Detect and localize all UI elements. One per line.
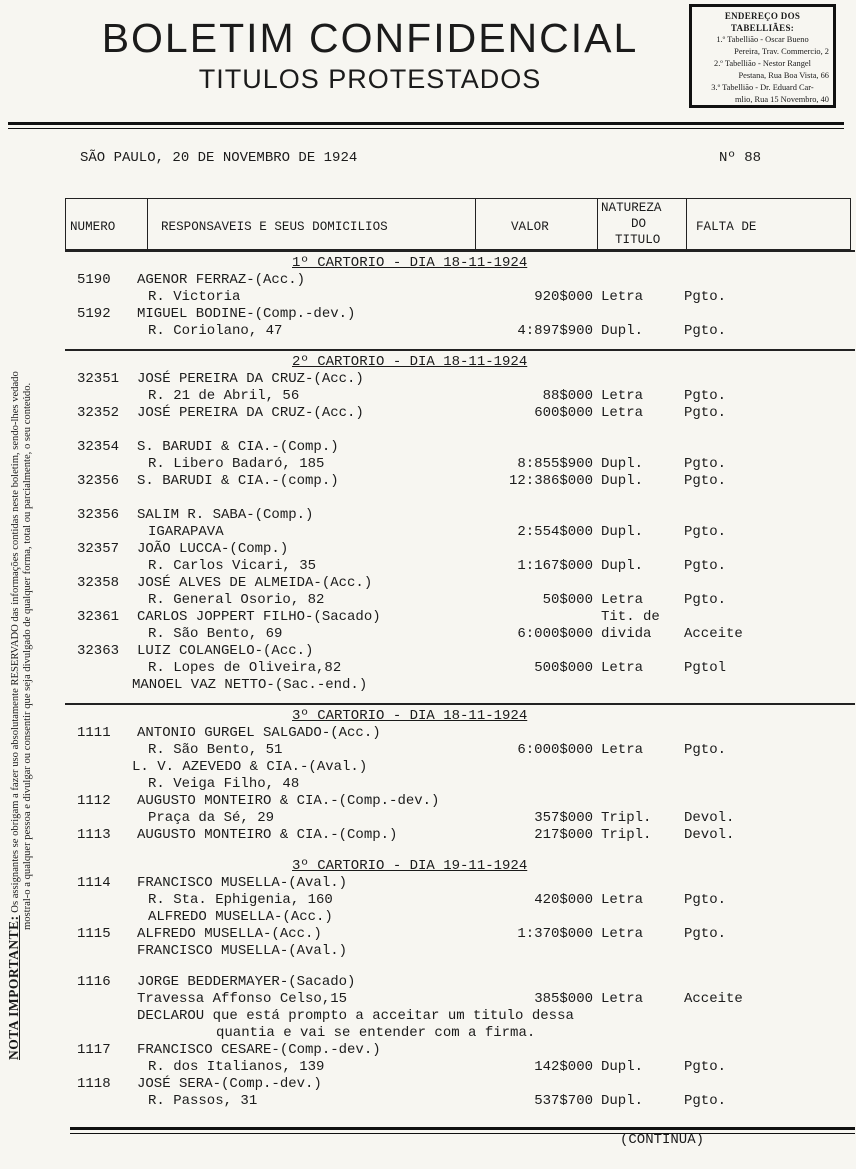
entry-address: R. Lopes de Oliveira,82	[148, 660, 342, 676]
entry-title-type: Dupl.	[601, 1093, 644, 1109]
section-separator	[65, 250, 855, 252]
entry-reason: Pgto.	[684, 323, 727, 339]
entry-responsible: DECLAROU que está prompto a acceitar um titulo dessa	[137, 1008, 574, 1024]
side-note-text: Os assignantes se obrigam a fazer uso absolutamente RESERVADO das informações contidas neste boletim, sendo-lhes vedado	[10, 371, 21, 913]
entry-reason: Acceite	[684, 626, 743, 642]
entry-value: 500$000	[534, 660, 593, 676]
entry-responsible: AUGUSTO MONTEIRO & CIA.-(Comp.-dev.)	[137, 793, 440, 809]
entry-value: 600$000	[534, 405, 593, 421]
column-header-falta: FALTA DE	[696, 220, 757, 234]
column-header-numero: NUMERO	[70, 220, 116, 234]
footer-rule	[70, 1127, 855, 1130]
entry-value: 537$700	[534, 1093, 593, 1109]
entry-title-type: Dupl.	[601, 558, 644, 574]
entry-responsible: JORGE BEDDERMAYER-(Sacado)	[137, 974, 356, 990]
entry-title-type: divida	[601, 626, 652, 642]
entry-address: R. Victoria	[148, 289, 241, 305]
cartorio-section-heading: 3º CARTORIO - DIA 19-11-1924	[292, 858, 528, 874]
entry-number: 32351	[77, 371, 120, 387]
entry-address: R. dos Italianos, 139	[148, 1059, 325, 1075]
entry-number: 1115	[77, 926, 111, 942]
section-separator	[65, 349, 855, 351]
entry-address: IGARAPAVA	[148, 524, 224, 540]
entry-title-type: Letra	[601, 926, 644, 942]
entry-title-type: Letra	[601, 991, 644, 1007]
entry-value: 50$000	[542, 592, 593, 608]
entry-address: Praça da Sé, 29	[148, 810, 275, 826]
section-separator	[65, 703, 855, 705]
entry-number: 1113	[77, 827, 111, 843]
entry-reason: Pgtol	[684, 660, 727, 676]
entry-address: ALFREDO MUSELLA-(Acc.)	[148, 909, 333, 925]
entry-title-type: Tit. de	[601, 609, 660, 625]
entry-reason: Pgto.	[684, 742, 727, 758]
entry-title-type: Letra	[601, 592, 644, 608]
entry-number: 1118	[77, 1076, 111, 1092]
cartorio-section-heading: 1º CARTORIO - DIA 18-11-1924	[292, 255, 528, 271]
entry-reason: Pgto.	[684, 524, 727, 540]
entry-responsible: FRANCISCO MUSELLA-(Aval.)	[137, 875, 348, 891]
entry-value: 357$000	[534, 810, 593, 826]
entry-address: R. Coriolano, 47	[148, 323, 283, 339]
address-line: Pestana, Rua Boa Vista, 66	[738, 71, 829, 80]
entry-reason: Pgto.	[684, 405, 727, 421]
entry-responsible: LUIZ COLANGELO-(Acc.)	[137, 643, 314, 659]
entry-responsible: JOSÉ SERA-(Comp.-dev.)	[137, 1076, 322, 1092]
bulletin-date: SÃO PAULO, 20 DE NOVEMBRO DE 1924	[80, 150, 358, 166]
entry-reason: Pgto.	[684, 473, 727, 489]
entry-value: 6:000$000	[517, 742, 593, 758]
entry-responsible: CARLOS JOPPERT FILHO-(Sacado)	[137, 609, 381, 625]
entry-responsible: MIGUEL BODINE-(Comp.-dev.)	[137, 306, 356, 322]
entry-number: 32363	[77, 643, 120, 659]
entry-address: R. São Bento, 51	[148, 742, 283, 758]
entry-title-type: Dupl.	[601, 456, 644, 472]
entry-number: 5192	[77, 306, 111, 322]
entry-number: 1111	[77, 725, 111, 741]
entry-responsible: AGENOR FERRAZ-(Acc.)	[137, 272, 306, 288]
entry-reason: Acceite	[684, 991, 743, 1007]
entry-responsible: MANOEL VAZ NETTO-(Sac.-end.)	[132, 677, 368, 693]
entry-address: R. 21 de Abril, 56	[148, 388, 300, 404]
entry-title-type: Letra	[601, 388, 644, 404]
entry-title-type: Dupl.	[601, 473, 644, 489]
entry-reason: Pgto.	[684, 592, 727, 608]
entry-value: 2:554$000	[517, 524, 593, 540]
address-line: Pereira, Trav. Commercio, 2	[734, 47, 829, 56]
entry-reason: Devol.	[684, 827, 735, 843]
entry-value: 1:167$000	[517, 558, 593, 574]
entry-responsible: AUGUSTO MONTEIRO & CIA.-(Comp.)	[137, 827, 398, 843]
cartorio-section-heading: 2º CARTORIO - DIA 18-11-1924	[292, 354, 528, 370]
entry-responsible: quantia e vai se entender com a firma.	[216, 1025, 536, 1041]
entry-value: 1:370$000	[517, 926, 593, 942]
entry-value: 6:000$000	[517, 626, 593, 642]
entry-value: 420$000	[534, 892, 593, 908]
column-header-natureza-do: DO	[631, 217, 647, 231]
entry-reason: Pgto.	[684, 1059, 727, 1075]
entry-title-type: Letra	[601, 405, 644, 421]
column-header-responsaveis: RESPONSAVEIS E SEUS DOMICILIOS	[161, 220, 388, 234]
address-line: 3.º Tabellião - Dr. Eduard Car-	[711, 83, 814, 92]
entry-title-type: Tripl.	[601, 810, 652, 826]
entry-value: 88$000	[542, 388, 593, 404]
entry-title-type: Dupl.	[601, 524, 644, 540]
entry-value: 142$000	[534, 1059, 593, 1075]
entry-value: 217$000	[534, 827, 593, 843]
entry-responsible: L. V. AZEVEDO & CIA.-(Aval.)	[132, 759, 368, 775]
entry-responsible: JOSÉ PEREIRA DA CRUZ-(Acc.)	[137, 371, 364, 387]
entry-number: 32357	[77, 541, 120, 557]
entry-reason: Pgto.	[684, 892, 727, 908]
cartorio-section-heading: 3º CARTORIO - DIA 18-11-1924	[292, 708, 528, 724]
side-note-text-2: mostral-o a qualquer pessoa e divulgar ou consentir que seja divulgado de qualquer forma, total ou parcialmente, o seu conteúdo.	[22, 382, 33, 930]
entry-title-type: Letra	[601, 660, 644, 676]
entry-address: R. Veiga Filho, 48	[148, 776, 300, 792]
entry-title-type: Tripl.	[601, 827, 652, 843]
address-heading: ENDEREÇO DOS TABELLIÃES:	[724, 11, 801, 33]
entry-title-type: Letra	[601, 892, 644, 908]
entry-responsible: SALIM R. SABA-(Comp.)	[137, 507, 314, 523]
entry-responsible: FRANCISCO CESARE-(Comp.-dev.)	[137, 1042, 381, 1058]
entry-reason: Devol.	[684, 810, 735, 826]
column-header-valor: VALOR	[511, 220, 549, 234]
entry-address: R. Sta. Ephigenia, 160	[148, 892, 333, 908]
entry-responsible: JOÃO LUCCA-(Comp.)	[137, 541, 289, 557]
entry-value: 12:386$000	[508, 473, 593, 489]
entry-reason: Pgto.	[684, 456, 727, 472]
footer-rule-thin	[70, 1133, 855, 1134]
column-header-natureza: NATUREZA	[601, 201, 662, 215]
bulletin-number: Nº 88	[719, 150, 762, 166]
entry-number: 32352	[77, 405, 120, 421]
entry-value: 4:897$900	[517, 323, 593, 339]
entry-value: 920$000	[534, 289, 593, 305]
entry-value: 385$000	[534, 991, 593, 1007]
entry-number: 1116	[77, 974, 111, 990]
entry-responsible: S. BARUDI & CIA.-(Comp.)	[137, 439, 339, 455]
entry-number: 1114	[77, 875, 111, 891]
entry-responsible: S. BARUDI & CIA.-(comp.)	[137, 473, 339, 489]
continua-label: (CONTINUA)	[620, 1132, 705, 1148]
document-subtitle: TITULOS PROTESTADOS	[198, 64, 542, 94]
entry-responsible: ANTONIO GURGEL SALGADO-(Acc.)	[137, 725, 381, 741]
entry-reason: Pgto.	[684, 1093, 727, 1109]
entry-title-type: Dupl.	[601, 323, 644, 339]
document-title: BOLETIM CONFIDENCIAL	[101, 15, 639, 61]
entry-reason: Pgto.	[684, 289, 727, 305]
address-line: mlio, Rua 15 Novembro, 40	[735, 95, 829, 104]
address-line: 1.º Tabellião - Oscar Bueno	[716, 35, 809, 44]
entry-title-type: Dupl.	[601, 1059, 644, 1075]
entry-number: 1117	[77, 1042, 111, 1058]
address-line: 2.º Tabellião - Nestor Rangel	[714, 59, 811, 68]
entry-number: 1112	[77, 793, 111, 809]
entry-responsible: Travessa Affonso Celso,15	[137, 991, 348, 1007]
entry-address: R. Libero Badaró, 185	[148, 456, 325, 472]
entry-number: 32356	[77, 473, 120, 489]
entry-responsible: JOSÉ ALVES DE ALMEIDA-(Acc.)	[137, 575, 373, 591]
entry-number: 32356	[77, 507, 120, 523]
column-header-natureza-titulo: TITULO	[615, 233, 661, 247]
entry-reason: Pgto.	[684, 926, 727, 942]
entry-number: 32361	[77, 609, 120, 625]
entry-title-type: Letra	[601, 289, 644, 305]
entry-address: R. General Osorio, 82	[148, 592, 325, 608]
entry-address: R. Passos, 31	[148, 1093, 258, 1109]
entry-address: R. São Bento, 69	[148, 626, 283, 642]
entry-reason: Pgto.	[684, 388, 727, 404]
entry-title-type: Letra	[601, 742, 644, 758]
side-note	[8, 180, 36, 1060]
entry-number: 5190	[77, 272, 111, 288]
entry-responsible: ALFREDO MUSELLA-(Acc.)	[137, 926, 322, 942]
side-note-label: NOTA IMPORTANTE:	[6, 915, 21, 1060]
entry-number: 32358	[77, 575, 120, 591]
entry-responsible: JOSÉ PEREIRA DA CRUZ-(Acc.)	[137, 405, 364, 421]
entry-value: 8:855$900	[517, 456, 593, 472]
entry-responsible: FRANCISCO MUSELLA-(Aval.)	[137, 943, 348, 959]
entry-number: 32354	[77, 439, 120, 455]
entry-reason: Pgto.	[684, 558, 727, 574]
entry-address: R. Carlos Vicari, 35	[148, 558, 317, 574]
